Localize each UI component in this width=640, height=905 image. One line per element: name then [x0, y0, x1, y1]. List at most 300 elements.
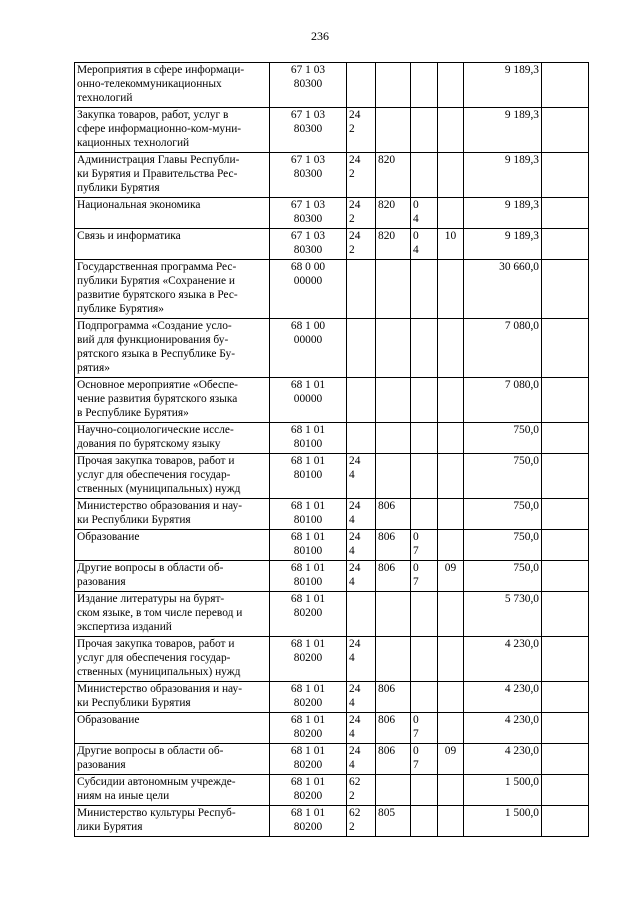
target-code-cell-line: 68 1 01: [290, 500, 326, 512]
row-name-cell-line: Министерство образования и нау-: [77, 500, 243, 512]
ministry-code-cell: [376, 561, 411, 592]
row-name-cell: [75, 561, 270, 592]
section-cell-line: 0: [413, 562, 419, 574]
target-code-cell-line: 68 1 01: [290, 424, 326, 436]
ministry-code-cell-line: 806: [378, 531, 396, 543]
ministry-code-cell: [376, 530, 411, 561]
ministry-code-cell: [376, 198, 411, 229]
section-cell: [411, 229, 438, 260]
table-row: [75, 806, 589, 837]
target-code-cell: [270, 775, 347, 806]
section-cell-line: 7: [413, 545, 419, 557]
expense-type-cell: [347, 378, 376, 423]
row-name-cell-line: Образование: [77, 531, 140, 543]
ministry-code-cell: [376, 153, 411, 198]
ministry-code-cell-line: 806: [378, 500, 396, 512]
expense-type-cell-line: 4: [349, 469, 355, 481]
row-name-cell-line: ки Республики Бурятия: [77, 697, 191, 709]
expense-type-cell-line: 2: [349, 244, 355, 256]
subsection-cell-line: 10: [444, 230, 457, 242]
row-name-cell-line: услуг для обеспечения государ-: [77, 652, 231, 664]
row-name-cell: [75, 530, 270, 561]
subsection-cell: [438, 198, 464, 229]
row-name-cell-line: Министерство образования и нау-: [77, 683, 243, 695]
amount-cell-line: 9 189,3: [504, 230, 539, 242]
expense-type-cell-line: 4: [349, 697, 355, 709]
row-name-cell-line: Издание литературы на бурят-: [77, 593, 225, 605]
ministry-code-cell: [376, 775, 411, 806]
section-cell: [411, 744, 438, 775]
expense-type-cell-line: 24: [349, 531, 361, 543]
target-code-cell-line: 80200: [293, 697, 323, 709]
row-name-cell-line: технологий: [77, 92, 133, 104]
empty-cell: [542, 63, 589, 108]
amount-cell-line: 9 189,3: [504, 154, 539, 166]
row-name-cell: [75, 744, 270, 775]
section-cell: [411, 806, 438, 837]
target-code-cell-line: 00000: [293, 334, 323, 346]
table-row: [75, 499, 589, 530]
amount-cell: [464, 713, 542, 744]
section-cell-line: 7: [413, 759, 419, 771]
amount-cell-line: 4 230,0: [504, 745, 539, 757]
table-row: [75, 319, 589, 378]
empty-cell: [542, 499, 589, 530]
expense-type-cell-line: 24: [349, 455, 361, 467]
section-cell-line: 0: [413, 230, 419, 242]
expense-type-cell: [347, 423, 376, 454]
row-name-cell: [75, 637, 270, 682]
empty-cell: [542, 530, 589, 561]
target-code-cell: [270, 744, 347, 775]
table-row: [75, 744, 589, 775]
amount-cell-line: 4 230,0: [504, 683, 539, 695]
target-code-cell-line: 68 0 00: [290, 261, 326, 273]
target-code-cell-line: 00000: [293, 275, 323, 287]
row-name-cell-line: лики Бурятия: [77, 821, 143, 833]
target-code-cell-line: 80100: [293, 576, 323, 588]
target-code-cell-line: 68 1 01: [290, 745, 326, 757]
expense-type-cell-line: 4: [349, 576, 355, 588]
ministry-code-cell-line: 806: [378, 745, 396, 757]
expense-type-cell: [347, 530, 376, 561]
ministry-code-cell-line: 806: [378, 714, 396, 726]
section-cell: [411, 153, 438, 198]
amount-cell: [464, 454, 542, 499]
row-name-cell-line: Мероприятия в сфере информаци-: [77, 64, 245, 76]
table-row: [75, 530, 589, 561]
subsection-cell: [438, 592, 464, 637]
expense-type-cell: [347, 682, 376, 713]
table-row: [75, 378, 589, 423]
row-name-cell-line: Подпрограмма «Создание усло-: [77, 320, 232, 332]
section-cell-line: 7: [413, 576, 419, 588]
table-row: [75, 454, 589, 499]
row-name-cell-line: Прочая закупка товаров, работ и: [77, 638, 235, 650]
empty-cell: [542, 713, 589, 744]
target-code-cell: [270, 423, 347, 454]
ministry-code-cell: [376, 637, 411, 682]
subsection-cell: [438, 744, 464, 775]
ministry-code-cell: [376, 454, 411, 499]
amount-cell: [464, 108, 542, 153]
target-code-cell: [270, 499, 347, 530]
table-row: [75, 775, 589, 806]
expense-type-cell-line: 24: [349, 230, 361, 242]
empty-cell: [542, 378, 589, 423]
target-code-cell: [270, 637, 347, 682]
target-code-cell: [270, 454, 347, 499]
expense-type-cell: [347, 744, 376, 775]
ministry-code-cell-line: 820: [378, 230, 396, 242]
row-name-cell: [75, 378, 270, 423]
expense-type-cell: [347, 561, 376, 592]
table-row: [75, 63, 589, 108]
target-code-cell-line: 68 1 01: [290, 776, 326, 788]
section-cell-line: 4: [413, 244, 419, 256]
target-code-cell-line: 68 1 01: [290, 379, 326, 391]
amount-cell-line: 7 080,0: [504, 320, 539, 332]
ministry-code-cell-line: 805: [378, 807, 396, 819]
target-code-cell-line: 80200: [293, 607, 323, 619]
row-name-cell-line: Министерство культуры Респуб-: [77, 807, 236, 819]
target-code-cell-line: 67 1 03: [290, 230, 326, 242]
amount-cell: [464, 229, 542, 260]
subsection-cell: [438, 499, 464, 530]
subsection-cell: [438, 108, 464, 153]
empty-cell: [542, 319, 589, 378]
expense-type-cell-line: 24: [349, 500, 361, 512]
target-code-cell-line: 80200: [293, 728, 323, 740]
empty-cell: [542, 198, 589, 229]
table-row: [75, 592, 589, 637]
target-code-cell: [270, 229, 347, 260]
amount-cell-line: 750,0: [513, 531, 539, 543]
section-cell: [411, 637, 438, 682]
empty-cell: [542, 592, 589, 637]
ministry-code-cell: [376, 713, 411, 744]
row-name-cell: [75, 198, 270, 229]
row-name-cell-line: Образование: [77, 714, 140, 726]
table-row: [75, 108, 589, 153]
section-cell-line: 0: [413, 531, 419, 543]
subsection-cell: [438, 454, 464, 499]
row-name-cell-line: ском языке, в том числе перевод и: [77, 607, 243, 619]
expense-type-cell: [347, 319, 376, 378]
target-code-cell: [270, 713, 347, 744]
target-code-cell-line: 67 1 03: [290, 109, 326, 121]
row-name-cell-line: ки Бурятия и Правительства Рес-: [77, 168, 238, 180]
subsection-cell: [438, 682, 464, 713]
target-code-cell: [270, 378, 347, 423]
expense-type-cell: [347, 153, 376, 198]
row-name-cell: [75, 713, 270, 744]
expense-type-cell-line: 2: [349, 213, 355, 225]
expense-type-cell-line: 4: [349, 728, 355, 740]
table-row: [75, 229, 589, 260]
row-name-cell-line: дования по бурятскому языку: [77, 438, 221, 450]
empty-cell: [542, 744, 589, 775]
row-name-cell: [75, 682, 270, 713]
section-cell: [411, 319, 438, 378]
expense-type-cell-line: 24: [349, 562, 361, 574]
row-name-cell-line: Закупка товаров, работ, услуг в: [77, 109, 229, 121]
target-code-cell-line: 67 1 03: [290, 154, 326, 166]
target-code-cell-line: 67 1 03: [290, 64, 326, 76]
section-cell-line: 4: [413, 213, 419, 225]
amount-cell: [464, 63, 542, 108]
target-code-cell-line: 68 1 01: [290, 455, 326, 467]
section-cell: [411, 378, 438, 423]
amount-cell: [464, 561, 542, 592]
target-code-cell: [270, 806, 347, 837]
ministry-code-cell: [376, 806, 411, 837]
ministry-code-cell: [376, 682, 411, 713]
empty-cell: [542, 637, 589, 682]
expense-type-cell-line: 2: [349, 790, 355, 802]
row-name-cell: [75, 806, 270, 837]
target-code-cell: [270, 682, 347, 713]
section-cell: [411, 561, 438, 592]
expense-type-cell-line: 4: [349, 759, 355, 771]
row-name-cell-line: Научно-социологические иссле-: [77, 424, 234, 436]
amount-cell-line: 9 189,3: [504, 199, 539, 211]
amount-cell: [464, 682, 542, 713]
amount-cell: [464, 637, 542, 682]
row-name-cell-line: публике Бурятия»: [77, 303, 164, 315]
table-row: [75, 153, 589, 198]
empty-cell: [542, 561, 589, 592]
ministry-code-cell-line: 806: [378, 562, 396, 574]
subsection-cell: [438, 637, 464, 682]
subsection-cell: [438, 378, 464, 423]
section-cell: [411, 423, 438, 454]
section-cell: [411, 713, 438, 744]
row-name-cell-line: сфере информационно-ком-муни-: [77, 123, 242, 135]
expense-type-cell: [347, 63, 376, 108]
row-name-cell: [75, 499, 270, 530]
target-code-cell-line: 80300: [293, 168, 323, 180]
amount-cell-line: 9 189,3: [504, 64, 539, 76]
target-code-cell: [270, 561, 347, 592]
expense-type-cell-line: 24: [349, 714, 361, 726]
section-cell: [411, 108, 438, 153]
expense-type-cell-line: 24: [349, 683, 361, 695]
target-code-cell: [270, 319, 347, 378]
row-name-cell-line: Администрация Главы Республи-: [77, 154, 240, 166]
expense-type-cell: [347, 713, 376, 744]
expense-type-cell-line: 24: [349, 154, 361, 166]
empty-cell: [542, 153, 589, 198]
row-name-cell-line: чение развития бурятского языка: [77, 393, 238, 405]
page-number: 236: [311, 29, 329, 43]
row-name-cell-line: услуг для обеспечения государ-: [77, 469, 231, 481]
expense-type-cell-line: 4: [349, 514, 355, 526]
amount-cell-line: 750,0: [513, 424, 539, 436]
section-cell-line: 0: [413, 714, 419, 726]
expense-type-cell: [347, 454, 376, 499]
expense-type-cell-line: 62: [349, 776, 361, 788]
amount-cell-line: 750,0: [513, 500, 539, 512]
target-code-cell-line: 80100: [293, 545, 323, 557]
table-row: [75, 198, 589, 229]
row-name-cell-line: Национальная экономика: [77, 199, 201, 211]
row-name-cell: [75, 63, 270, 108]
amount-cell: [464, 775, 542, 806]
amount-cell: [464, 260, 542, 319]
ministry-code-cell: [376, 423, 411, 454]
budget-table: [74, 62, 589, 837]
amount-cell-line: 30 660,0: [499, 261, 539, 273]
expense-type-cell-line: 2: [349, 821, 355, 833]
section-cell: [411, 592, 438, 637]
amount-cell: [464, 806, 542, 837]
amount-cell: [464, 530, 542, 561]
row-name-cell-line: Другие вопросы в области об-: [77, 562, 224, 574]
subsection-cell: [438, 530, 464, 561]
row-name-cell: [75, 153, 270, 198]
table-body: [75, 63, 589, 837]
section-cell: [411, 198, 438, 229]
row-name-cell: [75, 229, 270, 260]
target-code-cell-line: 68 1 01: [290, 593, 326, 605]
target-code-cell-line: 68 1 01: [290, 714, 326, 726]
amount-cell-line: 9 189,3: [504, 109, 539, 121]
amount-cell-line: 4 230,0: [504, 638, 539, 650]
subsection-cell: [438, 423, 464, 454]
amount-cell: [464, 744, 542, 775]
ministry-code-cell: [376, 319, 411, 378]
section-cell-line: 0: [413, 199, 419, 211]
ministry-code-cell: [376, 592, 411, 637]
target-code-cell-line: 80200: [293, 652, 323, 664]
target-code-cell: [270, 592, 347, 637]
row-name-cell-line: в Республике Бурятия»: [77, 407, 189, 419]
expense-type-cell: [347, 198, 376, 229]
amount-cell-line: 1 500,0: [504, 776, 539, 788]
section-cell: [411, 454, 438, 499]
row-name-cell-line: экспертиза изданий: [77, 621, 172, 633]
row-name-cell-line: ки Республики Бурятия: [77, 514, 191, 526]
section-cell: [411, 260, 438, 319]
section-cell: [411, 682, 438, 713]
target-code-cell-line: 00000: [293, 393, 323, 405]
ministry-code-cell: [376, 499, 411, 530]
target-code-cell-line: 80300: [293, 78, 323, 90]
table-row: [75, 682, 589, 713]
subsection-cell: [438, 806, 464, 837]
subsection-cell: [438, 153, 464, 198]
empty-cell: [542, 775, 589, 806]
ministry-code-cell: [376, 63, 411, 108]
row-name-cell-line: развитие бурятского языка в Рес-: [77, 289, 238, 301]
expense-type-cell-line: 24: [349, 199, 361, 211]
row-name-cell: [75, 260, 270, 319]
expense-type-cell-line: 2: [349, 168, 355, 180]
row-name-cell-line: Основное мероприятие «Обеспе-: [77, 379, 238, 391]
empty-cell: [542, 108, 589, 153]
row-name-cell-line: разования: [77, 759, 126, 771]
target-code-cell-line: 80200: [293, 790, 323, 802]
section-cell: [411, 775, 438, 806]
target-code-cell-line: 80100: [293, 469, 323, 481]
row-name-cell: [75, 454, 270, 499]
ministry-code-cell: [376, 378, 411, 423]
target-code-cell: [270, 260, 347, 319]
amount-cell: [464, 592, 542, 637]
subsection-cell: [438, 713, 464, 744]
subsection-cell: [438, 561, 464, 592]
amount-cell-line: 7 080,0: [504, 379, 539, 391]
target-code-cell-line: 80300: [293, 213, 323, 225]
row-name-cell-line: разования: [77, 576, 126, 588]
row-name-cell-line: Прочая закупка товаров, работ и: [77, 455, 235, 467]
amount-cell: [464, 319, 542, 378]
subsection-cell: [438, 775, 464, 806]
expense-type-cell-line: 4: [349, 545, 355, 557]
amount-cell: [464, 198, 542, 229]
empty-cell: [542, 260, 589, 319]
ministry-code-cell: [376, 744, 411, 775]
row-name-cell: [75, 423, 270, 454]
subsection-cell: [438, 319, 464, 378]
target-code-cell-line: 80100: [293, 438, 323, 450]
table-row: [75, 423, 589, 454]
target-code-cell-line: 80300: [293, 244, 323, 256]
amount-cell: [464, 153, 542, 198]
table-row: [75, 637, 589, 682]
ministry-code-cell: [376, 229, 411, 260]
amount-cell-line: 1 500,0: [504, 807, 539, 819]
expense-type-cell: [347, 499, 376, 530]
row-name-cell-line: рятия»: [77, 362, 110, 374]
ministry-code-cell-line: 820: [378, 154, 396, 166]
row-name-cell-line: вий для функционирования бу-: [77, 334, 229, 346]
expense-type-cell-line: 62: [349, 807, 361, 819]
empty-cell: [542, 454, 589, 499]
expense-type-cell: [347, 229, 376, 260]
amount-cell-line: 750,0: [513, 455, 539, 467]
expense-type-cell: [347, 260, 376, 319]
ministry-code-cell-line: 820: [378, 199, 396, 211]
ministry-code-cell-line: 806: [378, 683, 396, 695]
row-name-cell: [75, 108, 270, 153]
section-cell-line: 0: [413, 745, 419, 757]
row-name-cell-line: Государственная программа Рес-: [77, 261, 237, 273]
target-code-cell-line: 68 1 01: [290, 638, 326, 650]
row-name-cell-line: Другие вопросы в области об-: [77, 745, 224, 757]
row-name-cell: [75, 592, 270, 637]
expense-type-cell: [347, 637, 376, 682]
row-name-cell-line: ниям на иные цели: [77, 790, 170, 802]
target-code-cell: [270, 530, 347, 561]
target-code-cell-line: 68 1 00: [290, 320, 326, 332]
target-code-cell: [270, 198, 347, 229]
row-name-cell-line: публики Бурятия «Сохранение и: [77, 275, 235, 287]
table-row: [75, 260, 589, 319]
section-cell: [411, 499, 438, 530]
section-cell: [411, 63, 438, 108]
subsection-cell: [438, 260, 464, 319]
row-name-cell: [75, 319, 270, 378]
amount-cell-line: 750,0: [513, 562, 539, 574]
empty-cell: [542, 423, 589, 454]
target-code-cell: [270, 108, 347, 153]
row-name-cell-line: публики Бурятия: [77, 182, 160, 194]
subsection-cell: [438, 63, 464, 108]
target-code-cell-line: 80200: [293, 759, 323, 771]
section-cell-line: 7: [413, 728, 419, 740]
